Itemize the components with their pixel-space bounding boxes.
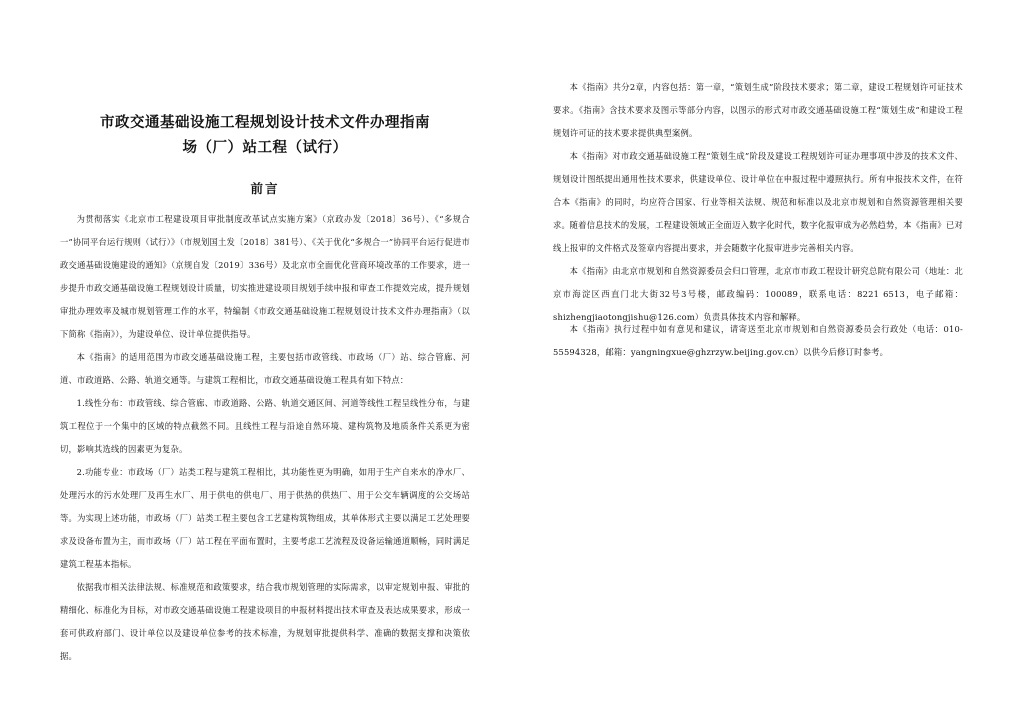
left-paragraph-2: 本《指南》的适用范围为市政交通基础设施工程，主要包括市政管线、市政场（厂）站、综合管廊、河道、市政道路、公路、轨道交通等。与建筑工程相比，市政交通基础设施工程具有如下特点： [60,352,470,385]
section-heading-foreword: 前言 [250,181,280,196]
right-paragraph-4: 本《指南》由北京市规划和自然资源委员会归口管理，北京市市政工程设计研究总院有限公司（地址：北京市海淀区西直门北大街32号3号楼，邮政编码：100089，联系电话：8221 6513，电子邮箱：shizhengjiaotongjishu@126.com）负责具体技术内容和解释。 [553,266,963,322]
document-title: 市政交通基础设施工程规划设计技术文件办理指南 [100,114,430,131]
left-paragraph-1: 为贯彻落实《北京市工程建设项目审批制度改革试点实施方案》（京政办发〔2018〕36号）、《“多规合一”协同平台运行规则（试行）》（市规划国土发〔2018〕381号）、《关于优化“多规合一”协同平台运行促进市政交通基础设施建设的通知》（京规自发〔2019〕336号）及北京市全面优化营商环境改革的工作要求，进一步提升市政交通基础设施工程规划设计质量，切实推进建设项目规划手续申报和审查工作提效完成，提升规划审批办理效率及城市规划管理工作的水平，特编制《市政交通基础设施工程规划设计技术文件办理指南》（以下简称《指南》），为建设单位、设计单位提供指导。 [60,214,470,339]
right-paragraph-3: 随着信息技术的发展，工程建设领域正全面迈入数字化时代，数字化报审成为必然趋势，本《指南》已对线上报审的文件格式及签章内容提出要求，并会随数字化报审进步完善相关内容。 [553,220,963,253]
right-paragraph-1: 本《指南》共分2章，内容包括：第一章，“策划生成”阶段技术要求；第二章，建设工程规划许可证技术要求。《指南》含技术要求及图示等部分内容，以图示的形式对市政交通基础设施工程“策划生成”和建设工程规划许可证的技术要求提供典型案例。 [553,82,963,138]
left-paragraph-3: 1.线性分布：市政管线、综合管廊、市政道路、公路、轨道交通区间、河道等线性工程呈线性分布，与建筑工程位于一个集中的区域的特点截然不同。且线性工程与沿途自然环境、建构筑物及地质条件关系更为密切，影响其选线的因素更为复杂。 [60,398,470,454]
document-subtitle: 场（厂）站工程（试行） [182,139,348,156]
right-paragraph-2: 本《指南》对市政交通基础设施工程“策划生成”阶段及建设工程规划许可证办理事项中涉及的技术文件、规划设计图纸提出通用性技术要求，供建设单位、设计单位在申报过程中遵照执行。所有申报技术文件，在符合本《指南》的同时，均应符合国家、行业等相关法规、规范和标准以及北京市规划和自然资源管理相关要求。 [553,151,963,230]
left-paragraph-5: 依据我市相关法律法规、标准规范和政策要求，结合我市规划管理的实际需求，以审定规划申报、审批的精细化、标准化为目标，对市政交通基础设施工程建设项目的申报材料提出技术审查及表达成果要求，形成一套可供政府部门、设计单位以及建设单位参考的技术标准，为规划审批提供科学、准确的数据支撑和决策依据。 [60,582,470,661]
right-paragraph-5: 本《指南》执行过程中如有意见和建议，请寄送至北京市规划和自然资源委员会行政处（电话：010-55594328，邮箱：yangningxue@ghzrzyw.beijing.gov.cn）以供今后修订时参考。 [553,324,963,357]
left-paragraph-4: 2.功能专业：市政场（厂）站类工程与建筑工程相比，其功能性更为明确，如用于生产自来水的净水厂、处理污水的污水处理厂及再生水厂、用于供电的供电厂、用于供热的供热厂、用于公交车辆调度的公交场站等。为实现上述功能，市政场（厂）站类工程主要包含工艺建构筑物组成，其单体形式主要以满足工艺处理要求及设备布置为主，而市政场（厂）站工程在平面布置时，主要考虑工艺流程及设备运输通道顺畅，同时满足建筑工程基本指标。 [60,467,470,569]
